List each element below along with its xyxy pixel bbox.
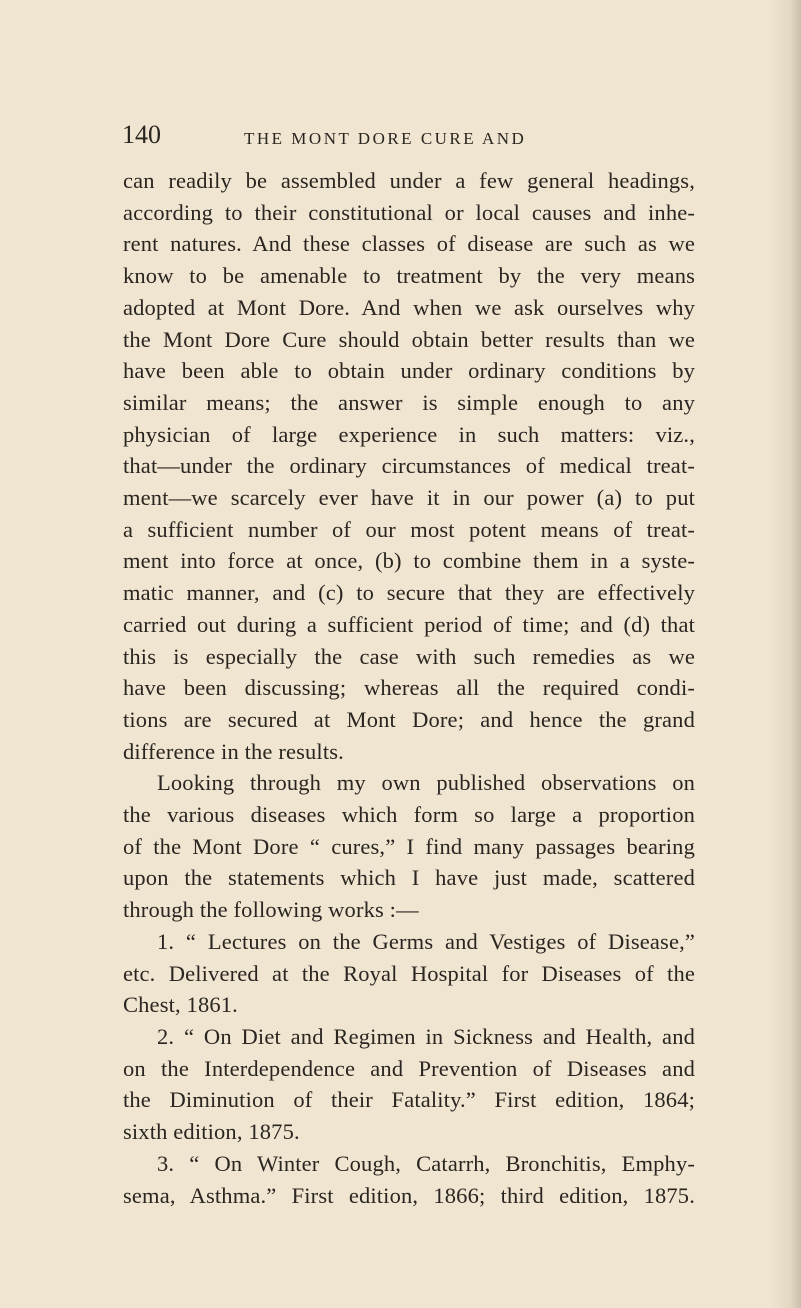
text-line: the Diminution of their Fatality.” First edition, 1864; <box>123 1087 695 1113</box>
text-line: similar means; the answer is simple enough to any <box>123 389 695 415</box>
paragraph <box>123 165 695 767</box>
text-line: have been able to obtain under ordinary conditions by <box>123 358 695 384</box>
text-line: sixth edition, 1875. <box>123 1119 300 1145</box>
text-line: etc. Delivered at the Royal Hospital for Diseases of the <box>123 960 695 986</box>
text-line: the Mont Dore Cure should obtain better results than we <box>123 326 695 352</box>
text-line: 1. “ Lectures on the Germs and Vestiges of Disease,” <box>157 928 695 954</box>
text-line: can readily be assembled under a few general headings, <box>123 168 695 193</box>
text-line: on the Interdependence and Prevention of Diseases and <box>123 1055 695 1081</box>
text-line: of the Mont Dore “ cures,” I find many passages bearing <box>123 833 695 859</box>
text-line: through the following works :— <box>123 897 419 923</box>
text-line: matic manner, and (c) to secure that they are effectively <box>123 580 695 606</box>
text-line: have been discussing; whereas all the required condi- <box>123 675 695 701</box>
text-line: rent natures. And these classes of disease are such as we <box>123 231 695 257</box>
text-line: the various diseases which form so large a proportion <box>123 802 695 828</box>
text-line: 3. “ On Winter Cough, Catarrh, Bronchitis, Emphy- <box>157 1150 695 1176</box>
text-line: this is especially the case with such remedies as we <box>123 643 695 669</box>
page-number: 140 <box>122 120 161 149</box>
list-item <box>123 926 695 1021</box>
paragraph <box>123 767 695 926</box>
running-head: THE MONT DORE CURE AND <box>244 129 527 148</box>
list-item <box>123 1021 695 1148</box>
text-line: that—under the ordinary circumstances of medical treat- <box>123 453 695 479</box>
list-item <box>123 1148 695 1211</box>
text-line: tions are secured at Mont Dore; and hence the grand <box>123 706 695 732</box>
text-line: adopted at Mont Dore. And when we ask ourselves why <box>123 294 695 320</box>
text-line: according to their constitutional or local causes and inhe- <box>123 199 695 225</box>
text-line: difference in the results. <box>123 738 344 764</box>
body-text <box>123 165 695 1211</box>
text-line: physician of large experience in such matters: viz., <box>123 421 695 447</box>
text-line: carried out during a sufficient period of time; and (d) that <box>123 611 695 637</box>
text-line: Looking through my own published observations on <box>157 770 695 796</box>
text-line: 2. “ On Diet and Regimen in Sickness and Health, and <box>157 1023 695 1049</box>
text-line: sema, Asthma.” First edition, 1866; third edition, 1875. <box>123 1182 695 1208</box>
text-line: ment—we scarcely ever have it in our power (a) to put <box>123 485 695 511</box>
text-line: Chest, 1861. <box>123 992 238 1018</box>
text-line: know to be amenable to treatment by the very means <box>123 263 695 289</box>
text-line: ment into force at once, (b) to combine them in a syste- <box>123 548 695 574</box>
text-line: a sufficient number of our most potent means of treat- <box>123 516 695 542</box>
page-header <box>122 120 682 154</box>
text-line: upon the statements which I have just made, scattered <box>123 865 695 891</box>
